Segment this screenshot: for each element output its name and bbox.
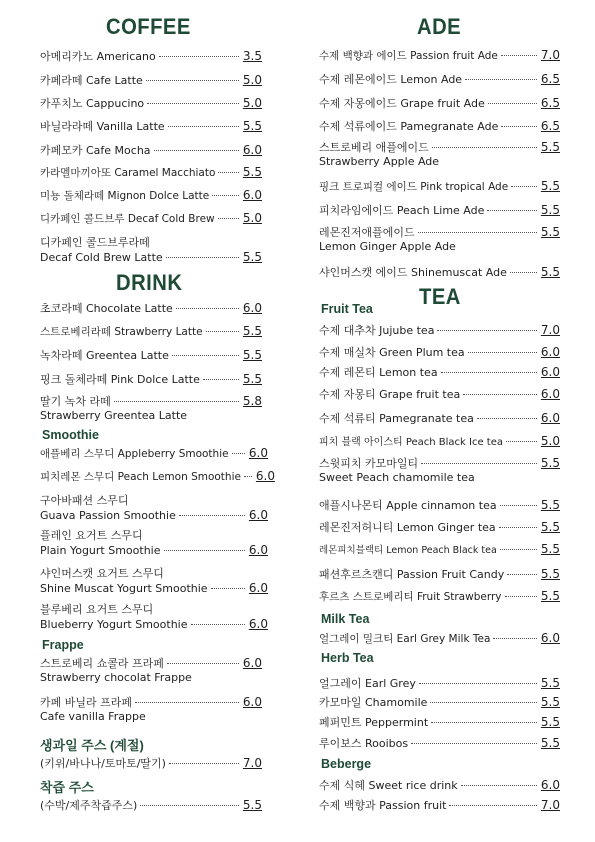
menu-item-pamegranate-ade: 수제 석류에이드 Pamegranate Ade 6.5 <box>319 119 560 133</box>
menu-item-strawberry-greentea-latte: 딸기 녹차 라떼 5.8 Strawberry Greentea Latte <box>40 394 262 422</box>
menu-item-strawberry-latte: 스트로베리라떼 Strawberry Latte 5.5 <box>40 324 262 338</box>
menu-item-decaf-cold-brew: 디카페인 콜드브루 Decaf Cold Brew 5.0 <box>40 211 262 225</box>
menu-item-appleberry-smoothie: 애플베리 스무디 Appleberry Smoothie 6.0 <box>40 446 268 460</box>
menu-item-peach-lime-ade: 피치라임에이드 Peach Lime Ade 5.5 <box>319 203 560 217</box>
menu-item-peach-lemon-smoothie: 피치레몬 스무디 Peach Lemon Smoothie 6.0 <box>40 469 275 483</box>
menu-item-blueberry-yogurt-smoothie: 블루베리 요거트 스무디 Blueberry Yogurt Smoothie 6.0 <box>40 603 268 631</box>
menu-item-vanilla-latte: 바닐라라떼 Vanilla Latte 5.5 <box>40 119 262 133</box>
menu-item-plain-yogurt-smoothie: 플레인 요거트 스무디 Plain Yogurt Smoothie 6.0 <box>40 529 268 557</box>
menu-item-green-plum-tea: 수제 매실차 Green Plum tea 6.0 <box>319 345 560 359</box>
menu-item-americano: 아메리카노 Americano 3.5 <box>40 49 262 63</box>
menu-item-sweet-peach-chamomile-tea: 스윗피치 카모마일티 5.5 Sweet Peach chamomile tea <box>319 456 560 484</box>
section-title-drink: DRINK <box>116 270 183 295</box>
menu-item-rooibos: 루이보스 Rooibos 5.5 <box>319 736 560 750</box>
menu-item-passion-fruit: 수제 백향과 Passion fruit 7.0 <box>319 798 560 812</box>
menu-item-cafe-mocha: 카페모카 Cafe Mocha 6.0 <box>40 143 262 157</box>
menu-item-peppermint: 페퍼민트 Peppermint 5.5 <box>319 715 560 729</box>
menu-item-strawberry-apple-ade: 스트로베리 애플에이드 5.5 Strawberry Apple Ade <box>319 140 560 168</box>
menu-item-grape-fruit-tea: 수제 자몽티 Grape fruit tea 6.0 <box>319 387 560 401</box>
menu-item-lemon-ginger-apple-ade: 레몬진저애플에이드 5.5 Lemon Ginger Apple Ade <box>319 225 560 253</box>
menu-item-chamomile: 카모마일 Chamomile 5.5 <box>319 695 560 709</box>
menu-item-cafe-vanilla-frappe: 카페 바닐라 프라페 6.0 Cafe vanilla Frappe <box>40 695 262 723</box>
menu-item-shine-muscat-yogurt-smoothie: 샤인머스캣 요거트 스무디 Shine Muscat Yogurt Smoothie 6.0 <box>40 567 268 595</box>
menu-item-sweet-rice-drink: 수제 식혜 Sweet rice drink 6.0 <box>319 778 560 792</box>
menu-item-grape-fruit-ade: 수제 자몽에이드 Grape fruit Ade 6.5 <box>319 96 560 110</box>
menu-item-mignon-dolce-latte: 미뇽 돌체라떼 Mignon Dolce Latte 6.0 <box>40 188 262 202</box>
menu-item-chocolate-latte: 초코라떼 Chocolate Latte 6.0 <box>40 301 262 315</box>
menu-item-pamegranate-tea: 수제 석류티 Pamegranate tea 6.0 <box>319 411 560 425</box>
menu-item-cafe-latte: 카페라떼 Cafe Latte 5.0 <box>40 73 262 87</box>
menu-item-squeezed-juice: (수박/제주착즙주스) 5.5 <box>40 798 262 812</box>
section-title-ade: ADE <box>417 14 462 39</box>
menu-item-pink-tropical-ade: 핑크 트로피컬 에이드 Pink tropical Ade 5.5 <box>319 179 560 193</box>
section-title-tea: TEA <box>419 284 461 309</box>
subsection-title-smoothie: Smoothie <box>42 428 99 442</box>
menu-item-shinemuscat-ade: 샤인머스캣 에이드 Shinemuscat Ade 5.5 <box>319 265 560 279</box>
subsection-title-squeezed-juice: 착즙 주스 <box>40 780 94 795</box>
subsection-title-frappe: Frappe <box>42 638 84 652</box>
menu-item-passion-fruit-ade: 수제 백향과 에이드 Passion fruit Ade 7.0 <box>319 48 560 62</box>
menu-item-guava-passion-smoothie: 구아바패션 스무디 Guava Passion Smoothie 6.0 <box>40 494 268 522</box>
menu-item-passion-fruit-candy: 패션후르츠캔디 Passion Fruit Candy 5.5 <box>319 567 560 581</box>
menu-item-fresh-juice: (키위/바나나/토마토/딸기) 7.0 <box>40 756 262 770</box>
menu-item-lemon-tea: 수제 레몬티 Lemon tea 6.0 <box>319 365 560 379</box>
subsection-title-milk-tea: Milk Tea <box>321 612 370 626</box>
menu-item-lemon-ginger-tea: 레몬진저허니티 Lemon Ginger tea 5.5 <box>319 520 560 534</box>
menu-item-cappucino: 카푸치노 Cappucino 5.0 <box>40 96 262 110</box>
menu-item-lemon-ade: 수제 레몬에이드 Lemon Ade 6.5 <box>319 72 560 86</box>
menu-item-caramel-macchiato: 카라멜마끼아또 Caramel Macchiato 5.5 <box>40 165 262 179</box>
menu-item-peach-black-ice-tea: 피치 블랙 아이스티 Peach Black Ice tea 5.0 <box>319 434 560 448</box>
section-title-coffee: COFFEE <box>106 14 191 39</box>
menu-item-earl-grey: 얼그레이 Earl Grey 5.5 <box>319 676 560 690</box>
menu-item-greentea-latte: 녹차라떼 Greentea Latte 5.5 <box>40 348 262 362</box>
menu-item-jujube-tea: 수제 대추차 Jujube tea 7.0 <box>319 323 560 337</box>
menu-item-fruit-strawberry: 후르츠 스트로베리티 Fruit Strawberry 5.5 <box>319 589 560 603</box>
subsection-title-beberge: Beberge <box>321 757 372 771</box>
subsection-title-herb-tea: Herb Tea <box>321 651 374 665</box>
subsection-title-fruit-tea: Fruit Tea <box>321 302 373 316</box>
menu-item-decaf-cold-brew-latte: 디카페인 콜드브루라떼 Decaf Cold Brew Latte 5.5 <box>40 236 262 264</box>
menu-item-pink-dolce-latte: 핑크 돌체라떼 Pink Dolce Latte 5.5 <box>40 372 262 386</box>
menu-item-earl-grey-milk-tea: 얼그레이 밀크티 Earl Grey Milk Tea 6.0 <box>319 631 560 645</box>
menu-item-lemon-peach-black-tea: 레몬피치블랙티 Lemon Peach Black tea 5.5 <box>319 542 560 556</box>
menu-item-apple-cinnamon-tea: 애플시나몬티 Apple cinnamon tea 5.5 <box>319 498 560 512</box>
subsection-title-fresh-juice: 생과일 주스 (계절) <box>40 738 144 753</box>
menu-item-strawberry-chocolat-frappe: 스트로베리 쇼콜라 프라페 6.0 Strawberry chocolat Frappe <box>40 656 262 684</box>
